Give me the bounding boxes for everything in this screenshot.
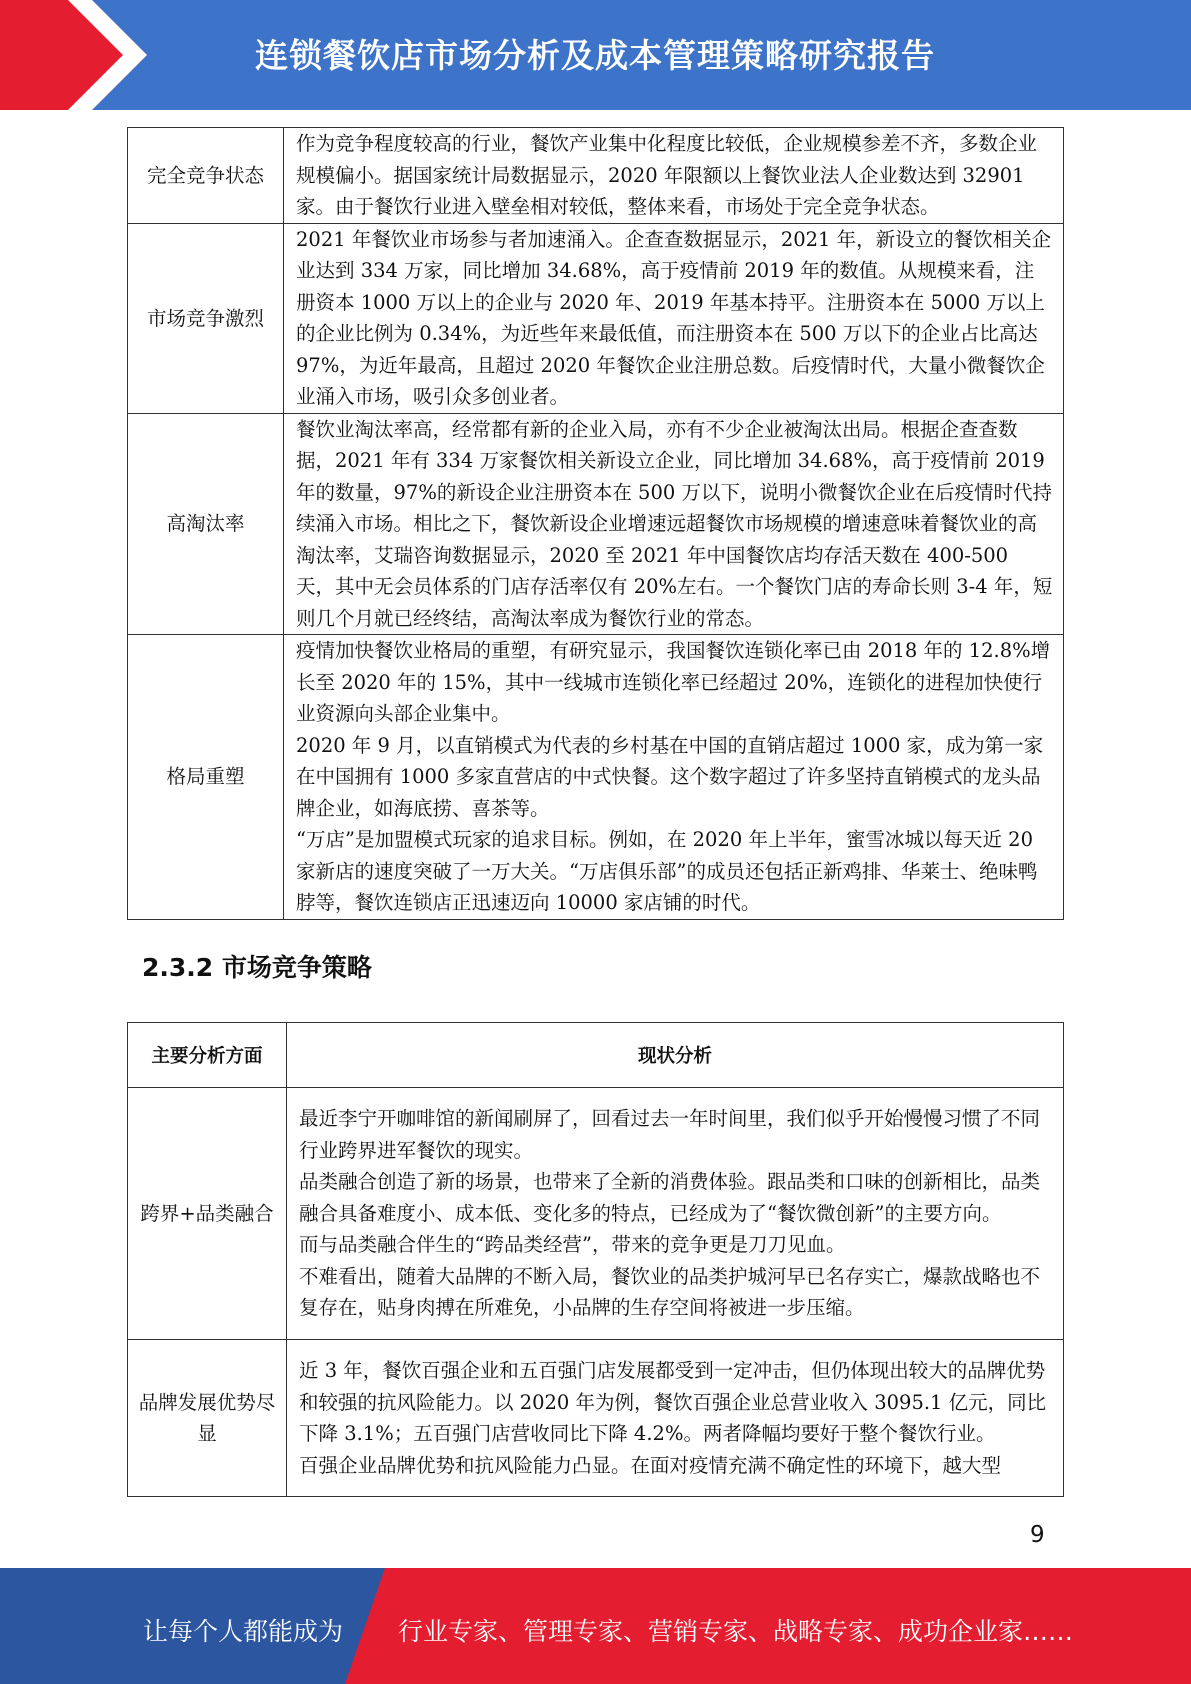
paragraph: 餐饮业淘汰率高，经常都有新的企业入局，亦有不少企业被淘汰出局。根据企查查数据，2021 年有 334 万家餐饮相关新设立企业，同比增加 34.68%，高于疫情前 2019 年的数量，97%的新设企业注册资本在 500 万以下，说明小微餐饮企业在后疫情时代持续涌入市场。相比之下，餐饮新设企业增速远超餐饮市场规模的增速意味着餐饮业的高淘汰率，艾瑞咨询数据显示，2020 至 2021 年中国餐饮店均存活天数在 400-500 天，其中无会员体系的门店存活率仅有 20%左右。一个餐饮门店的寿命长则 3-4 年，短则几个月就已经终结，高淘汰率成为餐饮行业的常态。: [296, 417, 1053, 630]
column-header: 现状分析: [287, 1023, 1064, 1088]
competition-status-table: [127, 127, 1064, 920]
table-row: [128, 128, 1064, 224]
column-header: 主要分析方面: [128, 1023, 287, 1088]
paragraph: 品类融合创造了新的场景，也带来了全新的消费体验。跟品类和口味的创新相比，品类融合具备难度小、成本低、变化多的特点，已经成为了“餐饮微创新”的主要方向。: [299, 1170, 1041, 1225]
row-label: 高淘汰率: [128, 413, 284, 635]
table-row: [128, 1340, 1064, 1497]
table-header-row: [128, 1023, 1064, 1088]
footer-slogan-left: 让每个人都能成为: [143, 1617, 344, 1646]
paragraph: 2021 年餐饮业市场参与者加速涌入。企查查数据显示，2021 年，新设立的餐饮相关企业达到 334 万家，同比增加 34.68%，高于疫情前 2019 年的数值。从规模来看，注册资本 1000 万以上的企业与 2020 年、2019 年基本持平。注册资本在 5000 万以上的企业比例为 0.34%，为近些年来最低值，而注册资本在 500 万以下的企业占比高达 97%，为近年最高，且超过 2020 年餐饮企业注册总数。后疫情时代，大量小微餐饮企业涌入市场，吸引众多创业者。: [296, 227, 1052, 408]
row-content: [287, 1088, 1064, 1340]
row-label: 跨界+品类融合: [128, 1088, 287, 1340]
table-row: [128, 635, 1064, 920]
page-header: [0, 0, 1191, 110]
paragraph: 疫情加快餐饮业格局的重塑，有研究显示，我国餐饮连锁化率已由 2018 年的 12.8%增长至 2020 年的 15%，其中一线城市连锁化率已经超过 20%，连锁化的进程加快使行业资源向头部企业集中。: [296, 639, 1051, 725]
paragraph: 作为竞争程度较高的行业，餐饮产业集中化程度比较低，企业规模参差不齐，多数企业规模偏小。据国家统计局数据显示，2020 年限额以上餐饮业法人企业数达到 32901 家。由于餐饮行业进入壁垒相对较低，整体来看，市场处于完全竞争状态。: [296, 132, 1038, 218]
page-footer: [0, 1568, 1191, 1684]
paragraph: 不难看出，随着大品牌的不断入局，餐饮业的品类护城河早已名存实亡，爆款战略也不复存在，贴身肉搏在所难免，小品牌的生存空间将被进一步压缩。: [299, 1264, 1041, 1320]
paragraph: 最近李宁开咖啡馆的新闻刷屏了，回看过去一年时间里，我们似乎开始慢慢习惯了不同行业跨界进军餐饮的现实。: [299, 1107, 1041, 1162]
section-heading: 2.3.2 市场竞争策略: [142, 953, 372, 982]
paragraph: “万店”是加盟模式玩家的追求目标。例如，在 2020 年上半年，蜜雪冰城以每天近 20 家新店的速度突破了一万大关。“万店俱乐部”的成员还包括正新鸡排、华莱士、绝味鸭脖等，餐饮连锁店正迅速迈向 10000 家店铺的时代。: [296, 828, 1038, 914]
paragraph: 近 3 年，餐饮百强企业和五百强门店发展都受到一定冲击，但仍体现出较大的品牌优势和较强的抗风险能力。以 2020 年为例，餐饮百强企业总营业收入 3095.1 亿元，同比下降 3.1%；五百强门店营收同比下降 4.2%。两者降幅均要好于整个餐饮行业。: [299, 1359, 1047, 1445]
row-label: 品牌发展优势尽显: [128, 1340, 287, 1497]
paragraph: 而与品类融合伴生的“跨品类经营”，带来的竞争更是刀刀见血。: [299, 1233, 846, 1257]
row-label: 市场竞争激烈: [128, 223, 284, 413]
paragraph: 百强企业品牌优势和抗风险能力凸显。在面对疫情充满不确定性的环境下，越大型: [299, 1453, 1002, 1477]
row-content: [284, 223, 1064, 413]
row-content: [284, 635, 1064, 920]
row-label: 完全竞争状态: [128, 128, 284, 224]
row-content: [287, 1340, 1064, 1497]
report-title: 连锁餐饮店市场分析及成本管理策略研究报告: [255, 36, 935, 75]
competition-strategy-table: [127, 1022, 1064, 1497]
footer-slogan-right: 行业专家、管理专家、营销专家、战略专家、成功企业家……: [398, 1617, 1074, 1646]
row-label: 格局重塑: [128, 635, 284, 920]
page-number: 9: [1030, 1522, 1045, 1548]
table-row: [128, 1088, 1064, 1340]
row-content: [284, 413, 1064, 635]
table-row: [128, 413, 1064, 635]
row-content: [284, 128, 1064, 224]
paragraph: 2020 年 9 月，以直销模式为代表的乡村基在中国的直销店超过 1000 家，成为第一家在中国拥有 1000 多家直营店的中式快餐。这个数字超过了许多坚持直销模式的龙头品牌企业，如海底捞、喜茶等。: [296, 733, 1044, 820]
table-row: [128, 223, 1064, 413]
